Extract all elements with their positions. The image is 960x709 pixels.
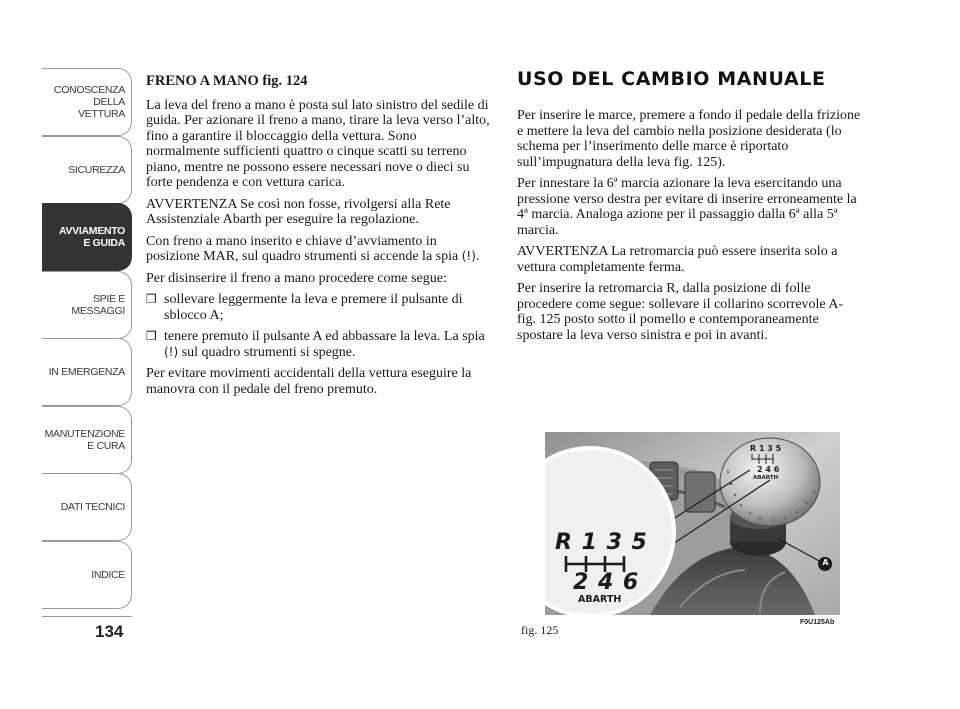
paragraph: Per innestare la 6ª marcia azionare la leva esercitando una pressione verso destra per evitare di inserire erroneamente la 4ª marcia. Analoga azione per il passaggio dalla 6ª alla 5ª marcia. xyxy=(517,176,857,238)
tab-indice[interactable]: INDICE xyxy=(42,541,132,609)
paragraph: Per inserire le marce, premere a fondo il pedale della frizione e mettere la leva del cambio nella posizione desiderata (lo schema per l’inserimento delle marce è riportato sull’impugnatura della leva fig. 125). xyxy=(517,108,861,170)
parking-brake-section xyxy=(146,74,492,403)
paragraph: La leva del freno a mano è posta sul lato sinistro del sedile di guida. Per azionare il freno a mano, tirare la leva verso l’alto, fino a garantire il bloccaggio della vettura. Sono normalmente sufficienti quattro o cinque scatti su terreno piano, mentre ne possono essere necessari nove o dieci su forte pendenza e con vettura carica. xyxy=(146,97,490,190)
tab-in-emergenza[interactable]: IN EMERGENZA xyxy=(42,338,132,406)
gear-pattern-top: R 1 3 5 xyxy=(555,530,648,555)
svg-text:2 4 6: 2 4 6 xyxy=(757,465,780,474)
list-item: ❒ tenere premuto il pulsante A ed abbassare la leva. La spia (!) sul quadro strumenti si spegne. xyxy=(146,329,485,360)
figure-code: F0U125Ab xyxy=(800,619,835,626)
tab-manutenzione-e-cura[interactable]: MANUTENZIONE E CURA xyxy=(42,406,132,474)
svg-text:R 1 3 5: R 1 3 5 xyxy=(750,444,782,453)
paragraph: Per evitare movimenti accidentali della vettura eseguire la manovra con il pedale del freno premuto. xyxy=(146,366,472,397)
manual-gearbox-section xyxy=(517,108,862,349)
brake-warning-icon: (!) xyxy=(164,344,179,359)
brand-label: ABARTH xyxy=(578,594,622,605)
tab-avviamento-e-guida[interactable]: AVVIAMENTO E GUIDA xyxy=(42,203,132,271)
gear-pattern-bottom: 2 4 6 xyxy=(573,570,640,595)
svg-text:ABARTH: ABARTH xyxy=(753,475,779,481)
checkbox-bullet-icon: ❒ xyxy=(146,292,157,306)
figure-caption: fig. 125 xyxy=(521,623,559,637)
brake-warning-icon: (!) xyxy=(461,249,476,263)
tab-conoscenza-della-vettura[interactable]: CONOSCENZA DELLA VETTURA xyxy=(42,68,132,136)
tab-dati-tecnici[interactable]: DATI TECNICI xyxy=(42,473,132,541)
paragraph: Per inserire la retromarcia R, dalla posizione di folle procedere come segue: sollevare il collarino scorrevole A-fig. 125 posto sotto il pomello e contemporaneamente spostare la leva verso sinistra e poi in avanti. xyxy=(517,281,844,343)
page-title: USO DEL CAMBIO MANUALE xyxy=(517,68,826,90)
paragraph: Con freno a mano inserito e chiave d’avviamento in posizione MAR, sul quadro strumenti si accende la spia (!). xyxy=(146,233,480,264)
gear-lever-illustration xyxy=(545,432,840,615)
list-item: ❒ sollevare leggermente la leva e premere il pulsante di sblocco A; xyxy=(146,292,463,323)
section-heading: FRENO A MANO fig. 124 xyxy=(146,73,308,89)
callout-a-label: A xyxy=(822,558,829,567)
sidebar-baseline xyxy=(42,616,132,617)
tab-spie-e-messaggi[interactable]: SPIE E MESSAGGI xyxy=(42,271,132,339)
warning-paragraph: AVVERTENZA Se così non fosse, rivolgersi alla Rete Assistenziale Abarth per eseguire la regolazione. xyxy=(146,196,451,227)
checkbox-bullet-icon: ❒ xyxy=(146,329,157,343)
tab-sicurezza[interactable]: SICUREZZA xyxy=(42,136,132,204)
warning-paragraph: AVVERTENZA La retromarcia può essere inserita solo a vettura completamente ferma. xyxy=(517,244,838,275)
chapter-sidebar xyxy=(42,68,132,609)
paragraph: Per disinserire il freno a mano procedere come segue: xyxy=(146,270,447,286)
page-number: 134 xyxy=(95,622,124,641)
